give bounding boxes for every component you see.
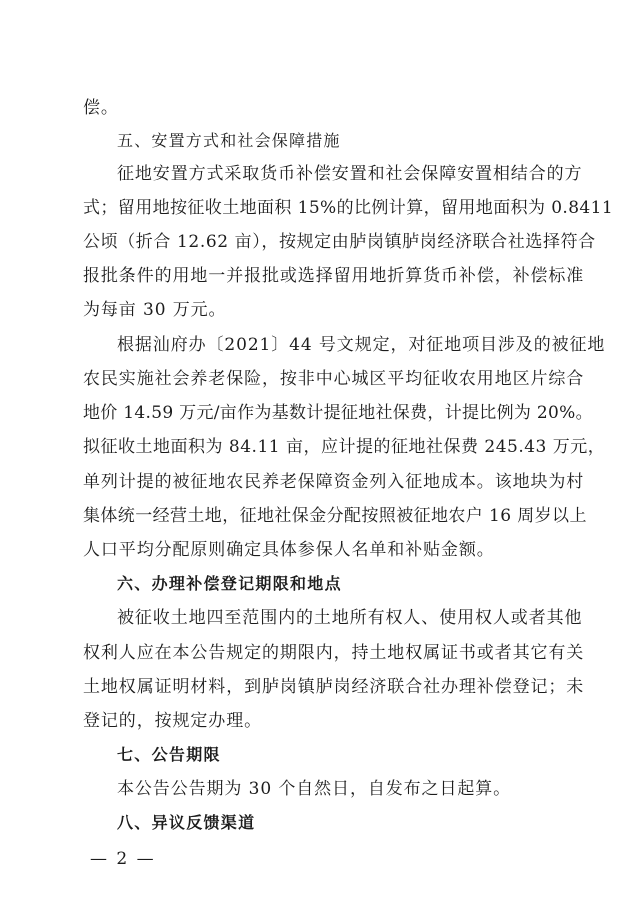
section-heading-5: 五、安置方式和社会保障措施 (117, 131, 341, 150)
text-line-5: 公顷（折合 12.62 亩），按规定由胪岗镇胪岗经济联合社选择符合 (83, 232, 596, 252)
section-heading-6: 六、办理补偿登记期限和地点 (117, 574, 342, 593)
section-heading-7: 七、公告期限 (117, 745, 221, 764)
text-line-18: 土地权属证明材料，到胪岗镇胪岗经济联合社办理补偿登记；未 (83, 677, 585, 697)
text-line-14: 人口平均分配原则确定具体参保人名单和补贴金额。 (83, 540, 495, 560)
text-line-21: 本公告公告期为 30 个自然日，自发布之日起算。 (117, 779, 512, 799)
text-line-9: 农民实施社会养老保险，按非中心城区平均征收农用地区片综合 (83, 369, 585, 389)
text-line-17: 权利人应在本公告规定的期限内，持土地权属证书或者其它有关 (83, 643, 585, 663)
text-line-6: 报批条件的用地一并报批或选择留用地折算货币补偿，补偿标准 (83, 266, 585, 286)
text-line-10: 地价 14.59 万元/亩作为基数计提征地社保费，计提比例为 20%。 (83, 403, 593, 423)
page-number: — 2 — (90, 849, 156, 869)
text-line-8: 根据汕府办〔2021〕44 号文规定，对征地项目涉及的被征地 (117, 335, 606, 355)
text-line-19: 登记的，按规定办理。 (83, 711, 262, 731)
text-line-16: 被征收土地四至范围内的土地所有权人、使用权人或者其他 (117, 608, 583, 628)
text-line-4: 式；留用地按征收土地面积 15%的比例计算，留用地面积为 0.8411 (83, 198, 614, 218)
text-line-1: 偿。 (83, 98, 119, 118)
text-line-7: 为每亩 30 万元。 (83, 300, 227, 320)
text-line-12: 单列计提的被征地农民养老保障资金列入征地成本。该地块为村 (83, 472, 585, 492)
text-line-11: 拟征收土地面积为 84.11 亩，应计提的征地社保费 245.43 万元， (83, 437, 606, 457)
text-line-13: 集体统一经营土地，征地社保金分配按照被征地农户 16 周岁以上 (83, 506, 587, 526)
text-line-3: 征地安置方式采取货币补偿安置和社会保障安置相结合的方 (117, 164, 583, 184)
section-heading-8: 八、异议反馈渠道 (117, 813, 256, 832)
